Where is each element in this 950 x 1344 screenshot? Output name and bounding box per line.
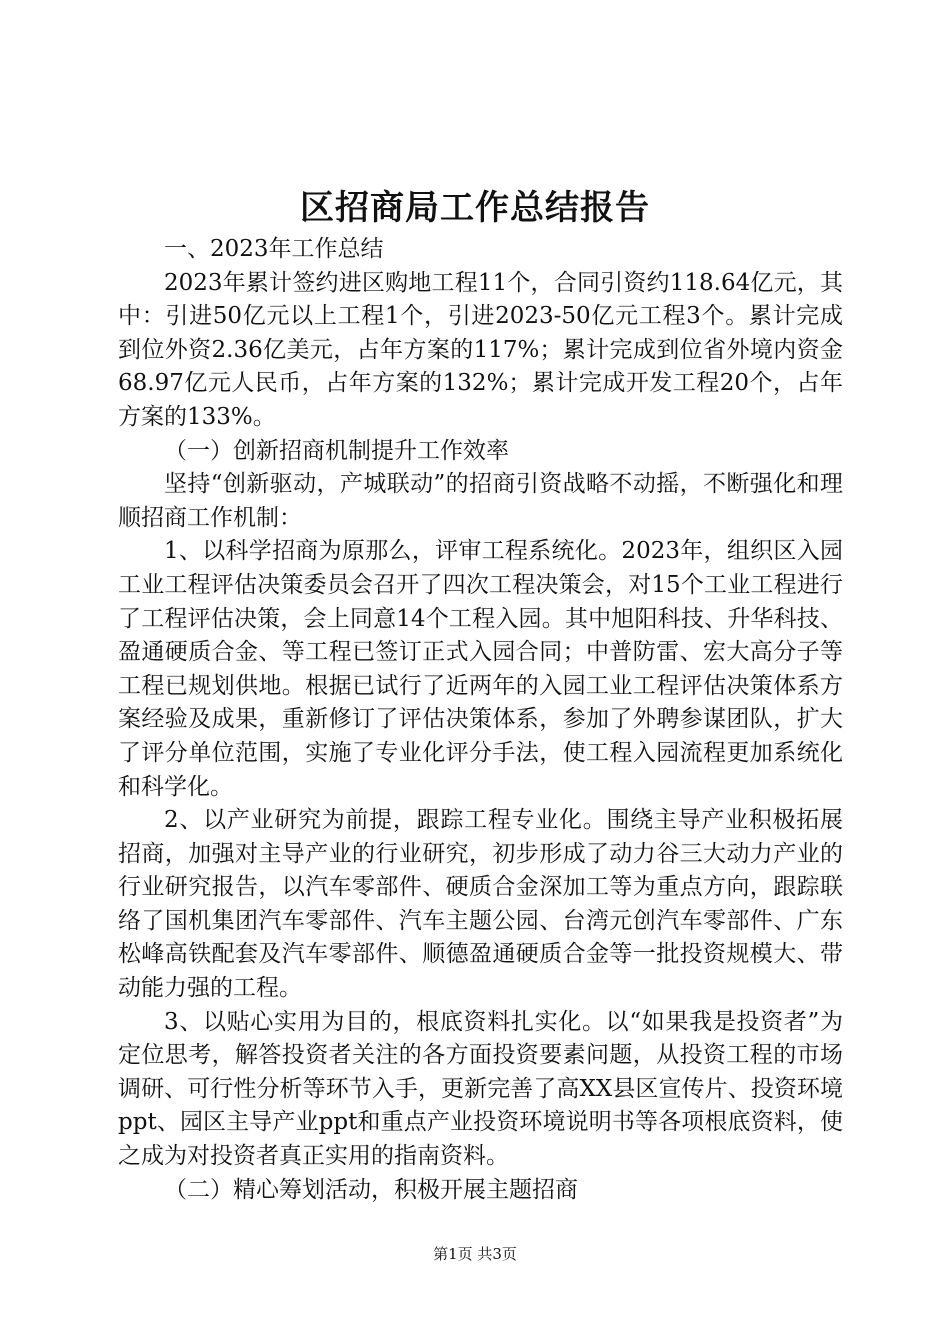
document-body	[118, 233, 843, 1207]
paragraph: 2023年累计签约进区购地工程11个，合同引资约118.64亿元，其中：引进50亿元以上工程1个，引进2023-50亿元工程3个。累计完成到位外资2.36亿美元，占年方案的117%；累计完成到位省外境内资金68.97亿元人民币，占年方案的132%；累计完成开发工程20个，占年方案的133%。	[118, 269, 843, 430]
paragraph: 3、以贴心实用为目的，根底资料扎实化。以“如果我是投资者”为定位思考，解答投资者关注的各方面投资要素问题，从投资工程的市场调研、可行性分析等环节入手，更新完善了高XX县区宣传片、投资环境ppt、园区主导产业ppt和重点产业投资环境说明书等各项根底资料，使之成为对投资者真正实用的指南资料。	[118, 1008, 843, 1170]
paragraph: 2、以产业研究为前提，跟踪工程专业化。围绕主导产业积极拓展招商，加强对主导产业的行业研究，初步形成了动力谷三大动力产业的行业研究报告，以汽车零部件、硬质合金深加工等为重点方向，跟踪联络了国机集团汽车零部件、汽车主题公园、台湾元创汽车零部件、广东松峰高铁配套及汽车零部件、顺德盈通硬质合金等一批投资规模大、带动能力强的工程。	[118, 807, 843, 1002]
page-footer: 第1页 共3页	[433, 1245, 517, 1263]
paragraph: 坚持“创新驱动，产城联动”的招商引资战略不动摇，不断强化和理顺招商工作机制：	[118, 471, 843, 531]
paragraph: 1、以科学招商为原那么，评审工程系统化。2023年，组织区入园工业工程评估决策委员会召开了四次工程决策会，对15个工业工程进行了工程评估决策，会上同意14个工程入园。其中旭阳科技、升华科技、盈通硬质合金、等工程已签订正式入园合同；中普防雷、宏大高分子等工程已规划供地。根据已试行了近两年的入园工业工程评估决策体系方案经验及成果，重新修订了评估决策体系，参加了外聘参谋团队，扩大了评分单位范围，实施了专业化评分手法，使工程入园流程更加系统化和科学化。	[118, 538, 843, 800]
section-heading: 一、2023年工作总结	[164, 236, 384, 262]
subsection-heading: （一）创新招商机制提升工作效率	[164, 437, 509, 464]
page-title: 区招商局工作总结报告	[300, 188, 650, 228]
subsection-heading: （二）精心筹划活动，积极开展主题招商	[164, 1176, 578, 1203]
